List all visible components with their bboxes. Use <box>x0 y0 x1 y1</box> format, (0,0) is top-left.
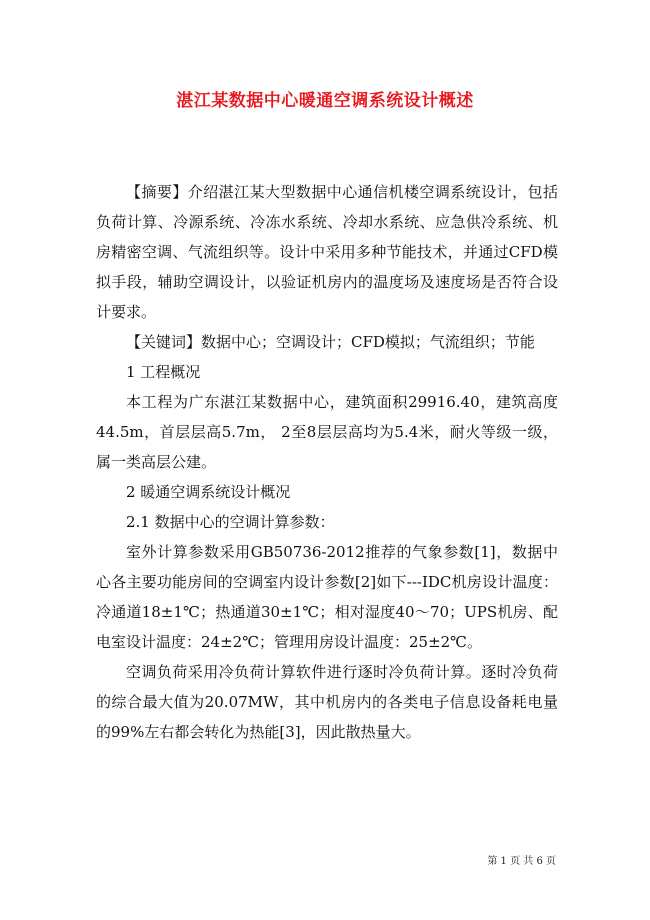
section-heading-2: 2 暖通空调系统设计概况 <box>126 483 291 501</box>
page-number: 第 1 页 共 6 页 <box>487 856 556 867</box>
document-title: 湛江某数据中心暖通空调系统设计概述 <box>176 91 474 111</box>
subsection-heading-2-1: 2.1 数据中心的空调计算参数： <box>126 513 335 531</box>
body-paragraph: 本工程为广东湛江某数据中心，建筑面积29916.40，建筑高度44.5m，首层层高5.7m， 2至8层层高均为5.4米，耐火等级一级，属一类高层公建。 <box>96 393 558 471</box>
section-heading-1: 1 工程概况 <box>126 363 201 381</box>
document-body <box>96 177 558 747</box>
body-paragraph: 空调负荷采用冷负荷计算软件进行逐时冷负荷计算。逐时冷负荷的综合最大值为20.07MW，其中机房内的各类电子信息设备耗电量的99%左右都会转化为热能[3]，因此散热量大。 <box>96 663 558 741</box>
keywords-paragraph: 【关键词】数据中心；空调设计；CFD模拟；气流组织；节能 <box>126 333 535 351</box>
body-paragraph: 室外计算参数采用GB50736-2012推荐的气象参数[1]，数据中心各主要功能房间的空调室内设计参数[2]如下---IDC机房设计温度：冷通道18±1℃；热通道30±1℃；相对湿度40～70；UPS机房、配电室设计温度：24±2℃；管理用房设计温度：25±2℃。 <box>96 543 558 651</box>
abstract-paragraph: 【摘要】介绍湛江某大型数据中心通信机楼空调系统设计，包括负荷计算、冷源系统、冷冻水系统、冷却水系统、应急供冷系统、机房精密空调、气流组织等。设计中采用多种节能技术，并通过CFD模拟手段，辅助空调设计，以验证机房内的温度场及速度场是否符合设计要求。 <box>96 183 558 321</box>
